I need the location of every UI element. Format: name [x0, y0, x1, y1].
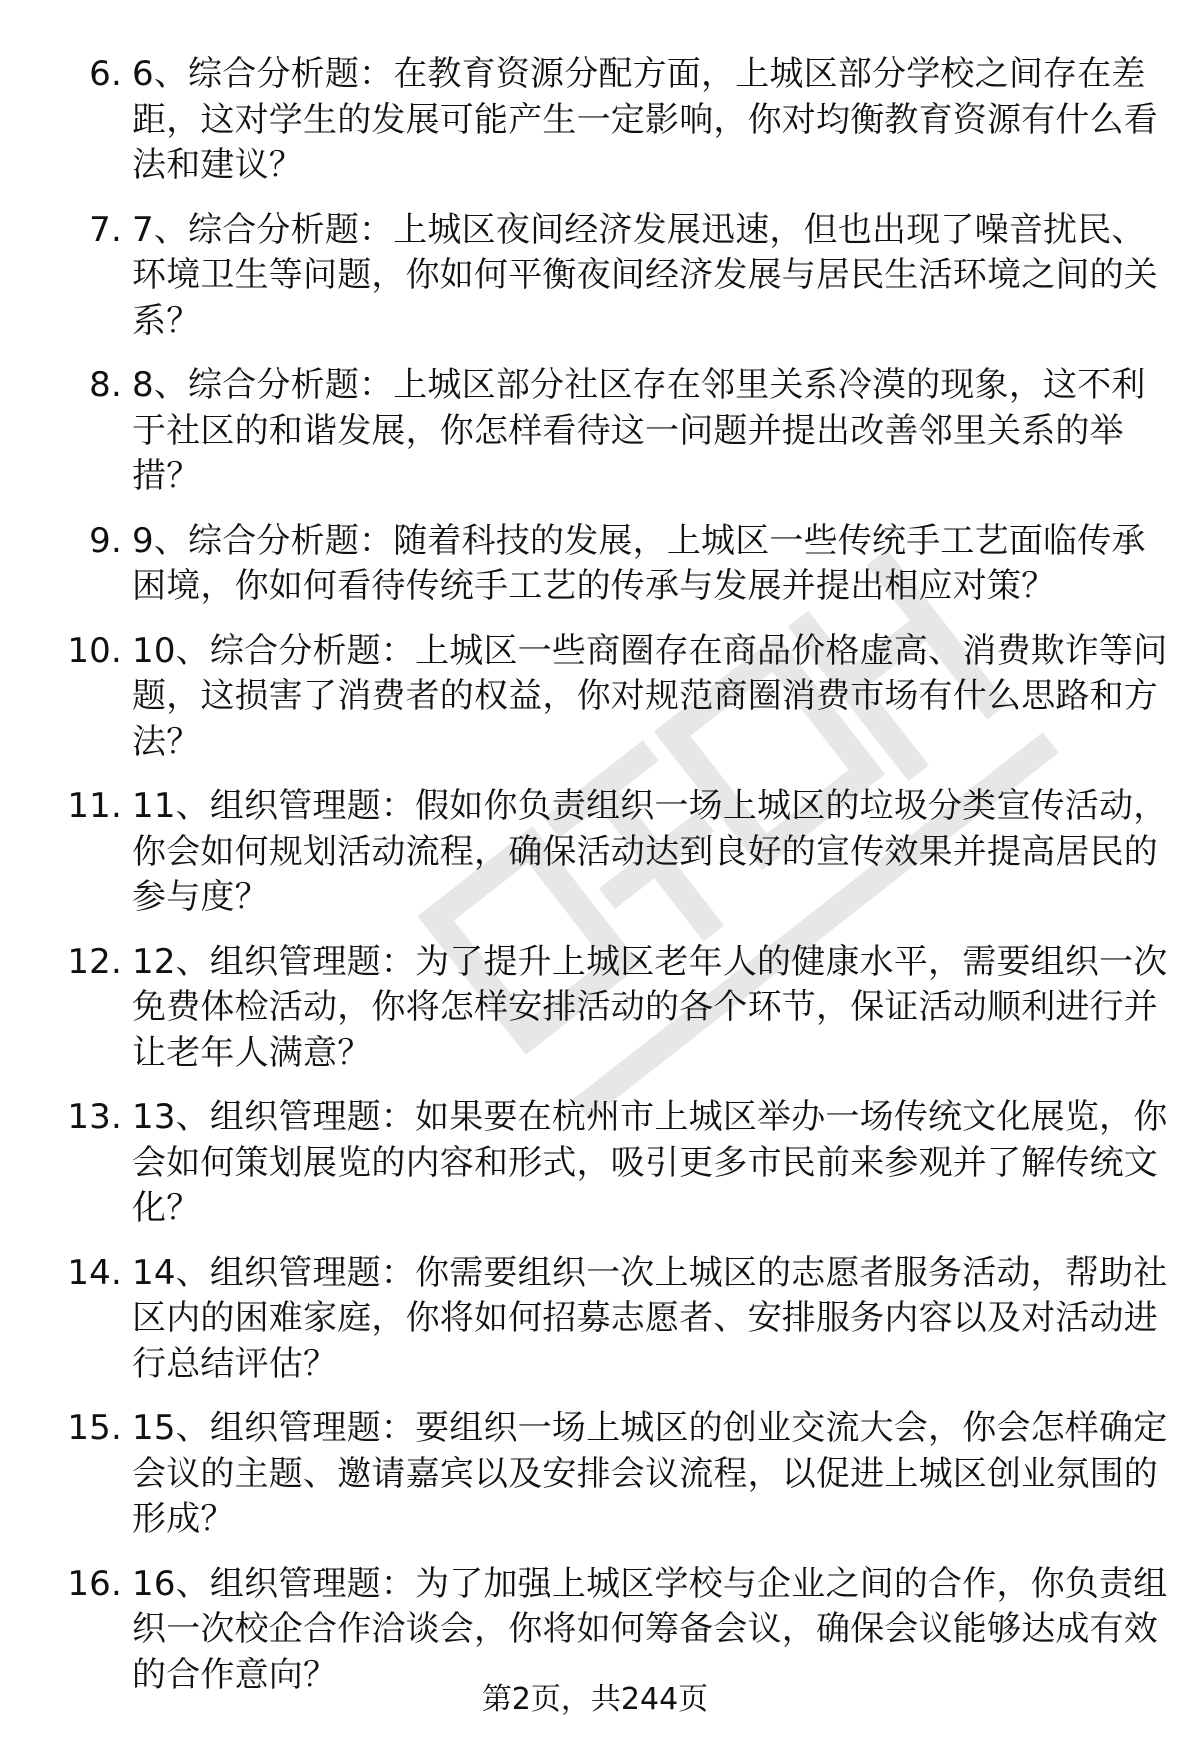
question-text: 13、组织管理题：如果要在杭州市上城区举办一场传统文化展览，你会如何策划展览的内容和形式，吸引更多市民前来参观并了解传统文化？ — [132, 1097, 1168, 1228]
question-number: 13. — [67, 1097, 122, 1137]
question-number: 7. — [89, 209, 122, 250]
question-number: 9. — [89, 520, 122, 561]
question-item — [0, 1251, 1190, 1388]
question-item — [0, 363, 1190, 500]
question-text: 12、组织管理题：为了提升上城区老年人的健康水平，需要组织一次免费体检活动，你将怎样安排活动的各个环节，保证活动顺利进行并让老年人满意？ — [132, 941, 1168, 1073]
question-number: 14. — [67, 1252, 122, 1293]
question-list — [0, 52, 1190, 1717]
question-number: 12. — [67, 941, 122, 982]
question-item — [0, 1095, 1190, 1232]
question-number: 11. — [67, 786, 122, 826]
page-footer — [0, 1680, 1190, 1720]
question-text: 6、综合分析题：在教育资源分配方面，上城区部分学校之间存在差距，这对学生的发展可能产生一定影响，你对均衡教育资源有什么看法和建议？ — [132, 54, 1158, 185]
question-text: 7、综合分析题：上城区夜间经济发展迅速，但也出现了噪音扰民、环境卫生等问题，你如何平衡夜间经济发展与居民生活环境之间的关系？ — [132, 209, 1158, 341]
question-item — [0, 1406, 1190, 1543]
page-number-label: 第2页，共244页 — [481, 1682, 709, 1717]
question-number: 15. — [67, 1408, 122, 1448]
question-text: 15、组织管理题：要组织一场上城区的创业交流大会，你会怎样确定会议的主题、邀请嘉宾以及安排会议流程，以促进上城区创业氛围的形成？ — [132, 1408, 1168, 1539]
question-item — [0, 519, 1190, 610]
question-text: 9、综合分析题：随着科技的发展，上城区一些传统手工艺面临传承困境，你如何看待传统手工艺的传承与发展并提出相应对策？ — [132, 520, 1146, 606]
question-text: 8、综合分析题：上城区部分社区存在邻里关系冷漠的现象，这不利于社区的和谐发展，你怎样看待这一问题并提出改善邻里关系的举措？ — [132, 365, 1146, 496]
question-item — [0, 52, 1190, 189]
question-number: 8. — [89, 365, 122, 405]
question-number: 6. — [89, 54, 122, 94]
question-item — [0, 1562, 1190, 1699]
question-item — [0, 629, 1190, 766]
question-text: 14、组织管理题：你需要组织一次上城区的志愿者服务活动，帮助社区内的困难家庭，你将如何招募志愿者、安排服务内容以及对活动进行总结评估？ — [132, 1252, 1168, 1384]
question-number: 10. — [67, 630, 122, 671]
question-item — [0, 940, 1190, 1077]
question-text: 16、组织管理题：为了加强上城区学校与企业之间的合作，你负责组织一次校企合作洽谈会，你将如何筹备会议，确保会议能够达成有效的合作意向？ — [132, 1563, 1168, 1695]
question-item — [0, 784, 1190, 921]
question-text: 10、综合分析题：上城区一些商圈存在商品价格虚高、消费欺诈等问题，这损害了消费者的权益，你对规范商圈消费市场有什么思路和方法？ — [132, 630, 1168, 762]
question-text: 11、组织管理题：假如你负责组织一场上城区的垃圾分类宣传活动，你会如何规划活动流程，确保活动达到良好的宣传效果并提高居民的参与度？ — [132, 786, 1168, 917]
question-item — [0, 208, 1190, 345]
question-number: 16. — [67, 1563, 122, 1604]
